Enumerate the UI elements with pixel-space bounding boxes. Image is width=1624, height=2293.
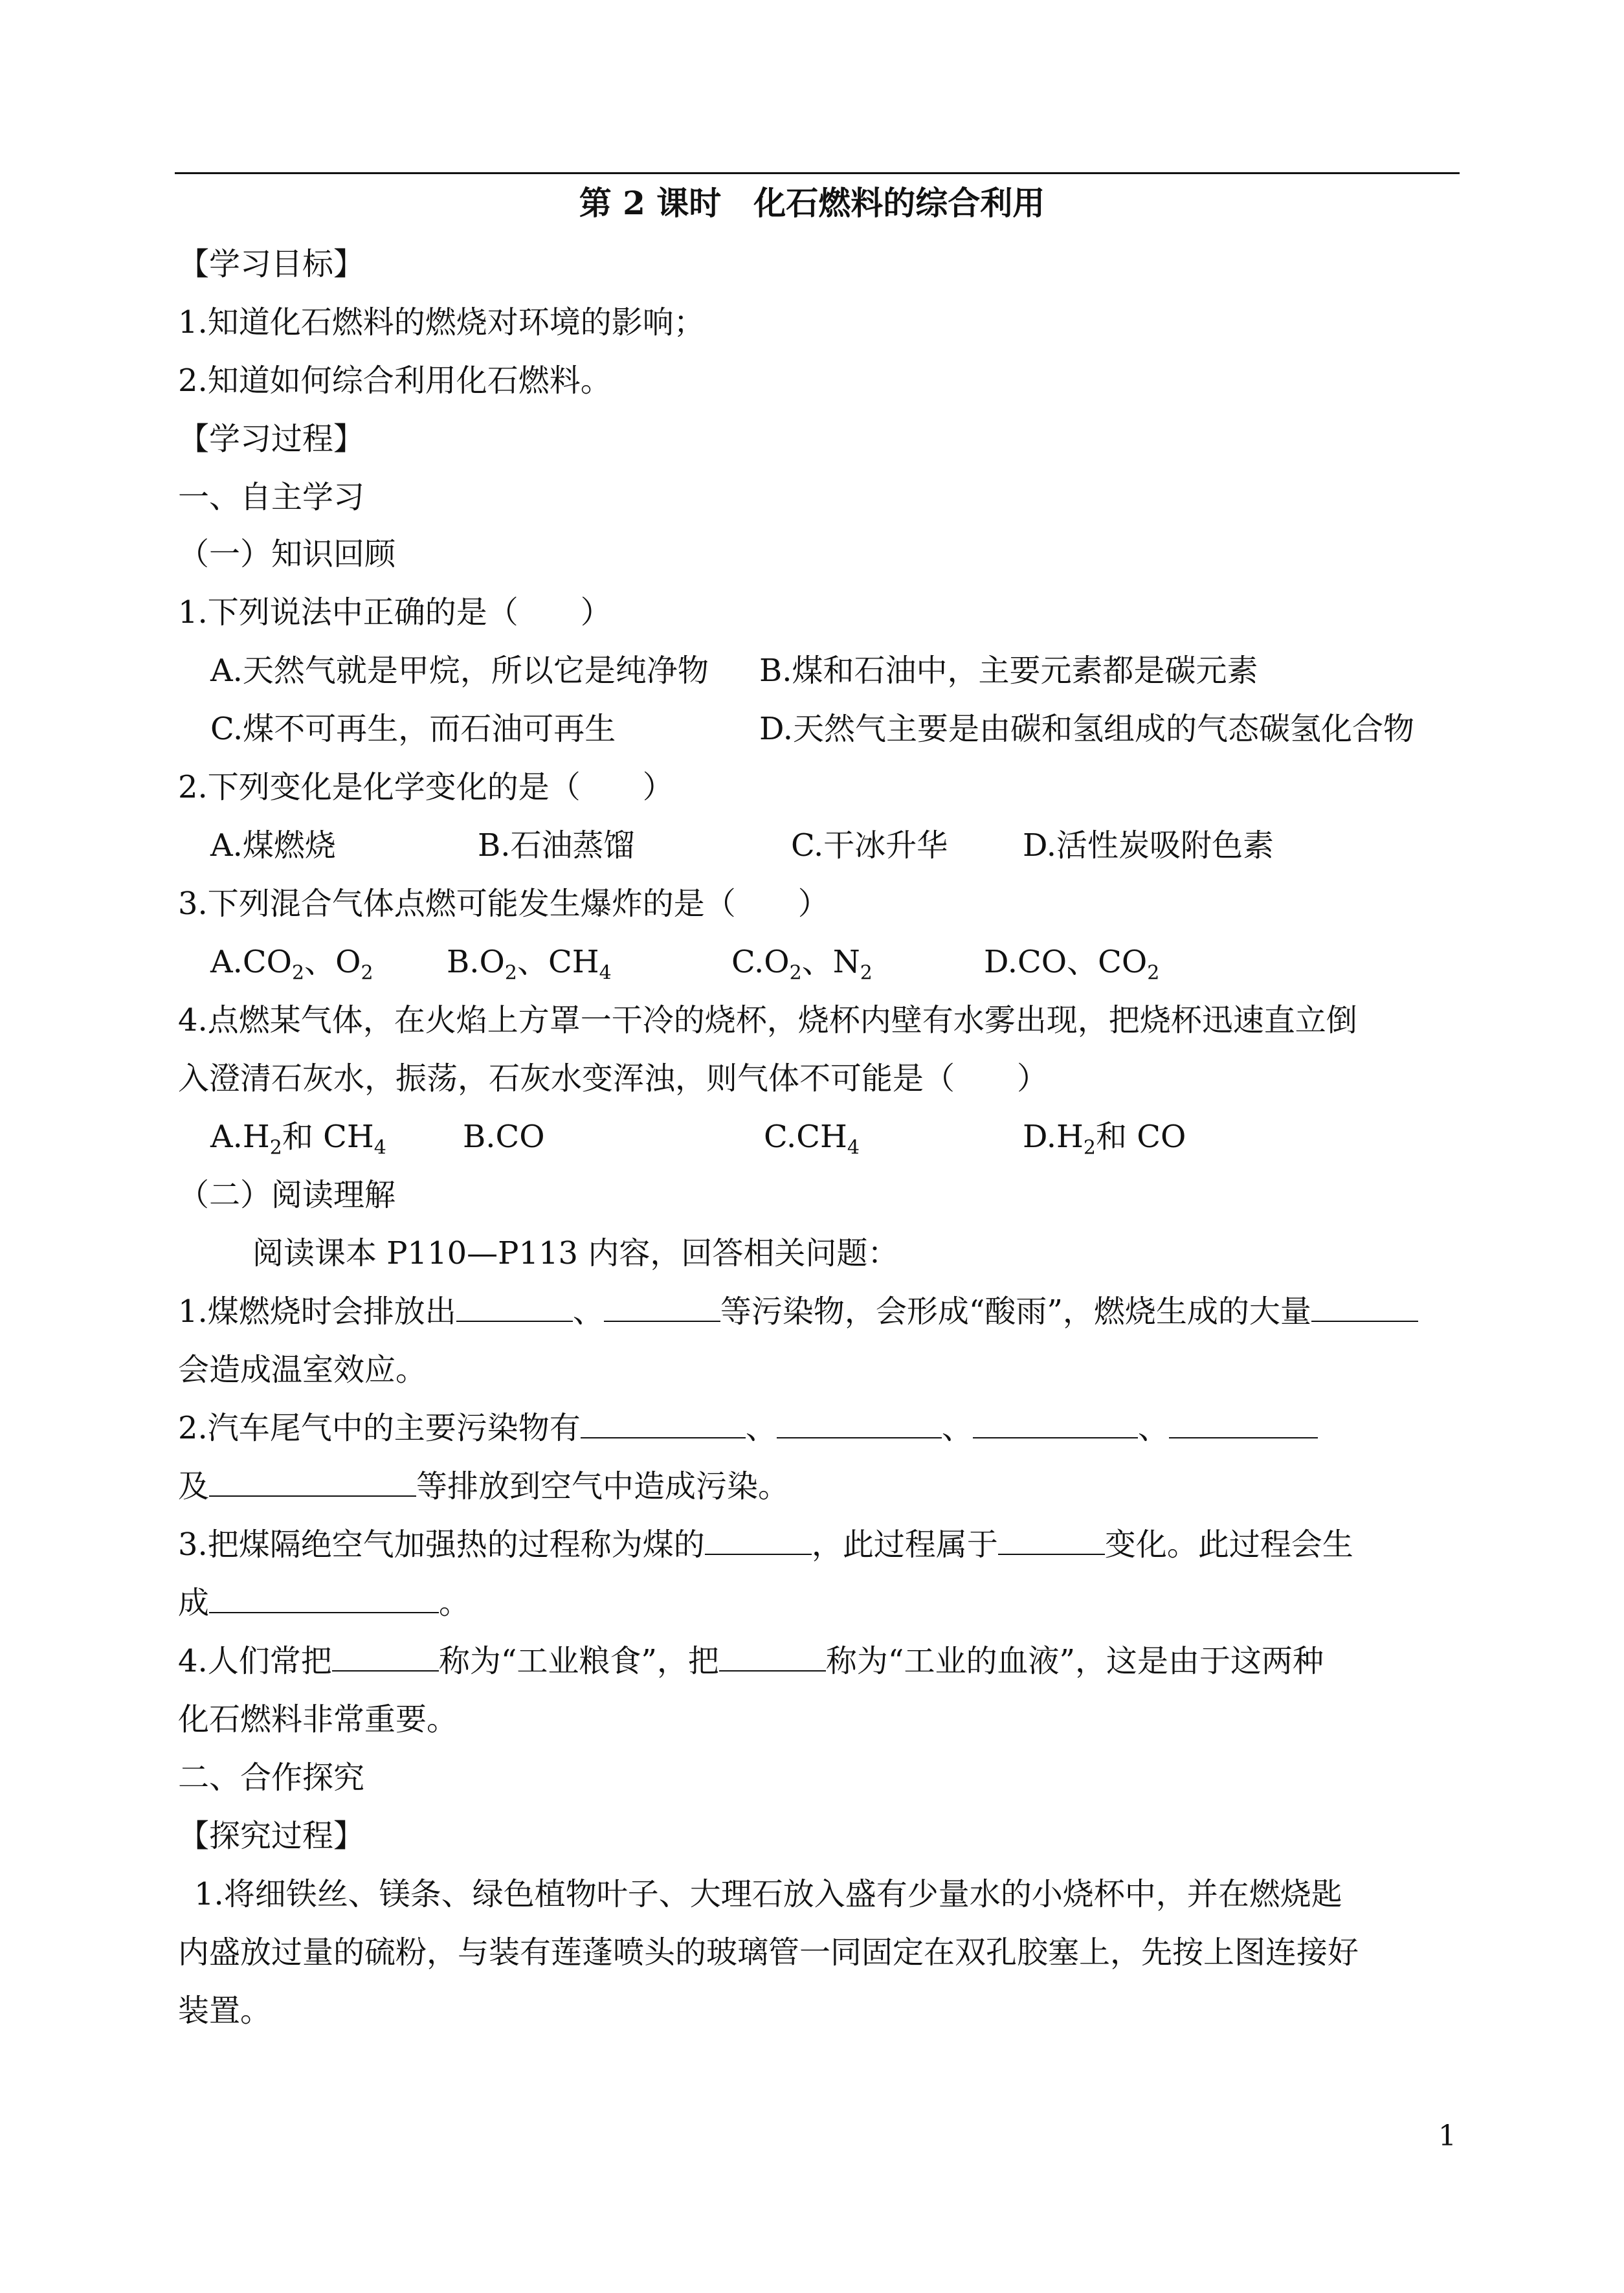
blank[interactable] (209, 1467, 416, 1497)
page-number: 1 (1438, 2120, 1456, 2153)
blank[interactable] (581, 1409, 746, 1438)
q1-option-c: C.煤不可再生，而石油可再生 (210, 711, 616, 747)
reading-q3-line-1: 3.把煤隔绝空气加强热的过程称为煤的 ，此过程属于 变化。此过程会生 (178, 1527, 1353, 1563)
q2-option-b: B.石油蒸馏 (478, 827, 635, 864)
explore-line-2: 内盛放过量的硫粉，与装有莲蓬喷头的玻璃管一同固定在双孔胶塞上，先按上图连接好 (178, 1934, 1359, 1971)
explore-header: 【探究过程】 (178, 1818, 365, 1854)
q2-option-c: C.干冰升华 (791, 827, 948, 864)
question-2-stem: 2.下列变化是化学变化的是（ ） (178, 769, 674, 805)
reading-q1-line-1: 1.煤燃烧时会排放出 、 等污染物，会形成“酸雨”，燃烧生成的大量 (178, 1292, 1418, 1331)
objectives-header: 【学习目标】 (178, 246, 365, 282)
process-header: 【学习过程】 (178, 421, 365, 457)
q3-option-c: $C.O_2$、$N_2$ (731, 944, 873, 985)
q4-option-a: $A.H_2$和 $CH_4$ (210, 1119, 386, 1159)
q4-option-c: $C.CH_4$ (764, 1119, 860, 1159)
reading-q4-line-2: 化石燃料非常重要。 (178, 1701, 458, 1738)
blank[interactable] (1311, 1292, 1418, 1322)
reading-q2-line-1: 2.汽车尾气中的主要污染物有 、 、 、 (178, 1409, 1318, 1448)
objective-1: 1.知道化石燃料的燃烧对环境的影响； (178, 304, 705, 341)
blank[interactable] (456, 1292, 573, 1322)
header-rule (175, 172, 1460, 174)
reading-intro: 阅读课本 P110—P113 内容，回答相关问题： (252, 1235, 899, 1271)
q1-option-d: D.天然气主要是由碳和氢组成的气态碳氢化合物 (759, 711, 1415, 747)
objective-2: 2.知道如何综合利用化石燃料。 (178, 363, 612, 399)
reading-q4-line-1: 4.人们常把 称为“工业粮食”，把 称为“工业的血液”，这是由于这两种 (178, 1643, 1324, 1679)
q3-option-a: $A.CO_2$、$O_2$ (210, 944, 373, 985)
section-self-study: 一、自主学习 (178, 479, 365, 515)
blank[interactable] (1169, 1409, 1318, 1438)
blank[interactable] (705, 1525, 812, 1555)
q2-option-a: A.煤燃烧 (210, 827, 336, 864)
question-3-stem: 3.下列混合气体点燃可能发生爆炸的是（ ） (178, 886, 829, 922)
section-cooperative: 二、合作探究 (178, 1760, 365, 1796)
blank[interactable] (209, 1583, 439, 1613)
q1-option-a: A.天然气就是甲烷，所以它是纯净物 (210, 653, 709, 689)
q3-option-d: D.CO、$CO_2$ (984, 944, 1160, 985)
q4-option-b: B.CO (463, 1119, 545, 1155)
explore-line-1: 1.将细铁丝、镁条、绿色植物叶子、大理石放入盛有少量水的小烧杯中，并在燃烧匙 (194, 1876, 1342, 1912)
page-title: 第 2 课时 化石燃料的综合利用 (579, 184, 1045, 222)
reading-q2-line-2: 及 等排放到空气中造成污染。 (178, 1468, 790, 1504)
explore-line-3: 装置。 (178, 1993, 272, 2029)
q2-option-d: D.活性炭吸附色素 (1023, 827, 1274, 864)
blank[interactable] (332, 1642, 439, 1672)
blank[interactable] (777, 1409, 942, 1438)
subsection-review: （一）知识回顾 (178, 536, 396, 572)
question-4-line-2: 入澄清石灰水，振荡，石灰水变浑浊，则气体不可能是（ ） (178, 1060, 1049, 1097)
q4-option-d: $D.H_2$和 CO (1023, 1119, 1186, 1159)
q3-option-b: $B.O_2$、$CH_4$ (447, 944, 612, 985)
question-4-line-1: 4.点燃某气体，在火焰上方罩一干冷的烧杯，烧杯内壁有水雾出现，把烧杯迅速直立倒 (178, 1002, 1357, 1038)
subsection-reading: （二）阅读理解 (178, 1177, 396, 1213)
blank[interactable] (973, 1409, 1138, 1438)
reading-q1-line-2: 会造成温室效应。 (178, 1352, 427, 1388)
question-1-stem: 1.下列说法中正确的是（ ） (178, 594, 612, 631)
blank[interactable] (719, 1642, 826, 1672)
blank[interactable] (998, 1525, 1105, 1555)
q1-option-b: B.煤和石油中，主要元素都是碳元素 (759, 653, 1258, 689)
blank[interactable] (604, 1292, 720, 1322)
reading-q3-line-2: 成 。 (178, 1585, 471, 1621)
